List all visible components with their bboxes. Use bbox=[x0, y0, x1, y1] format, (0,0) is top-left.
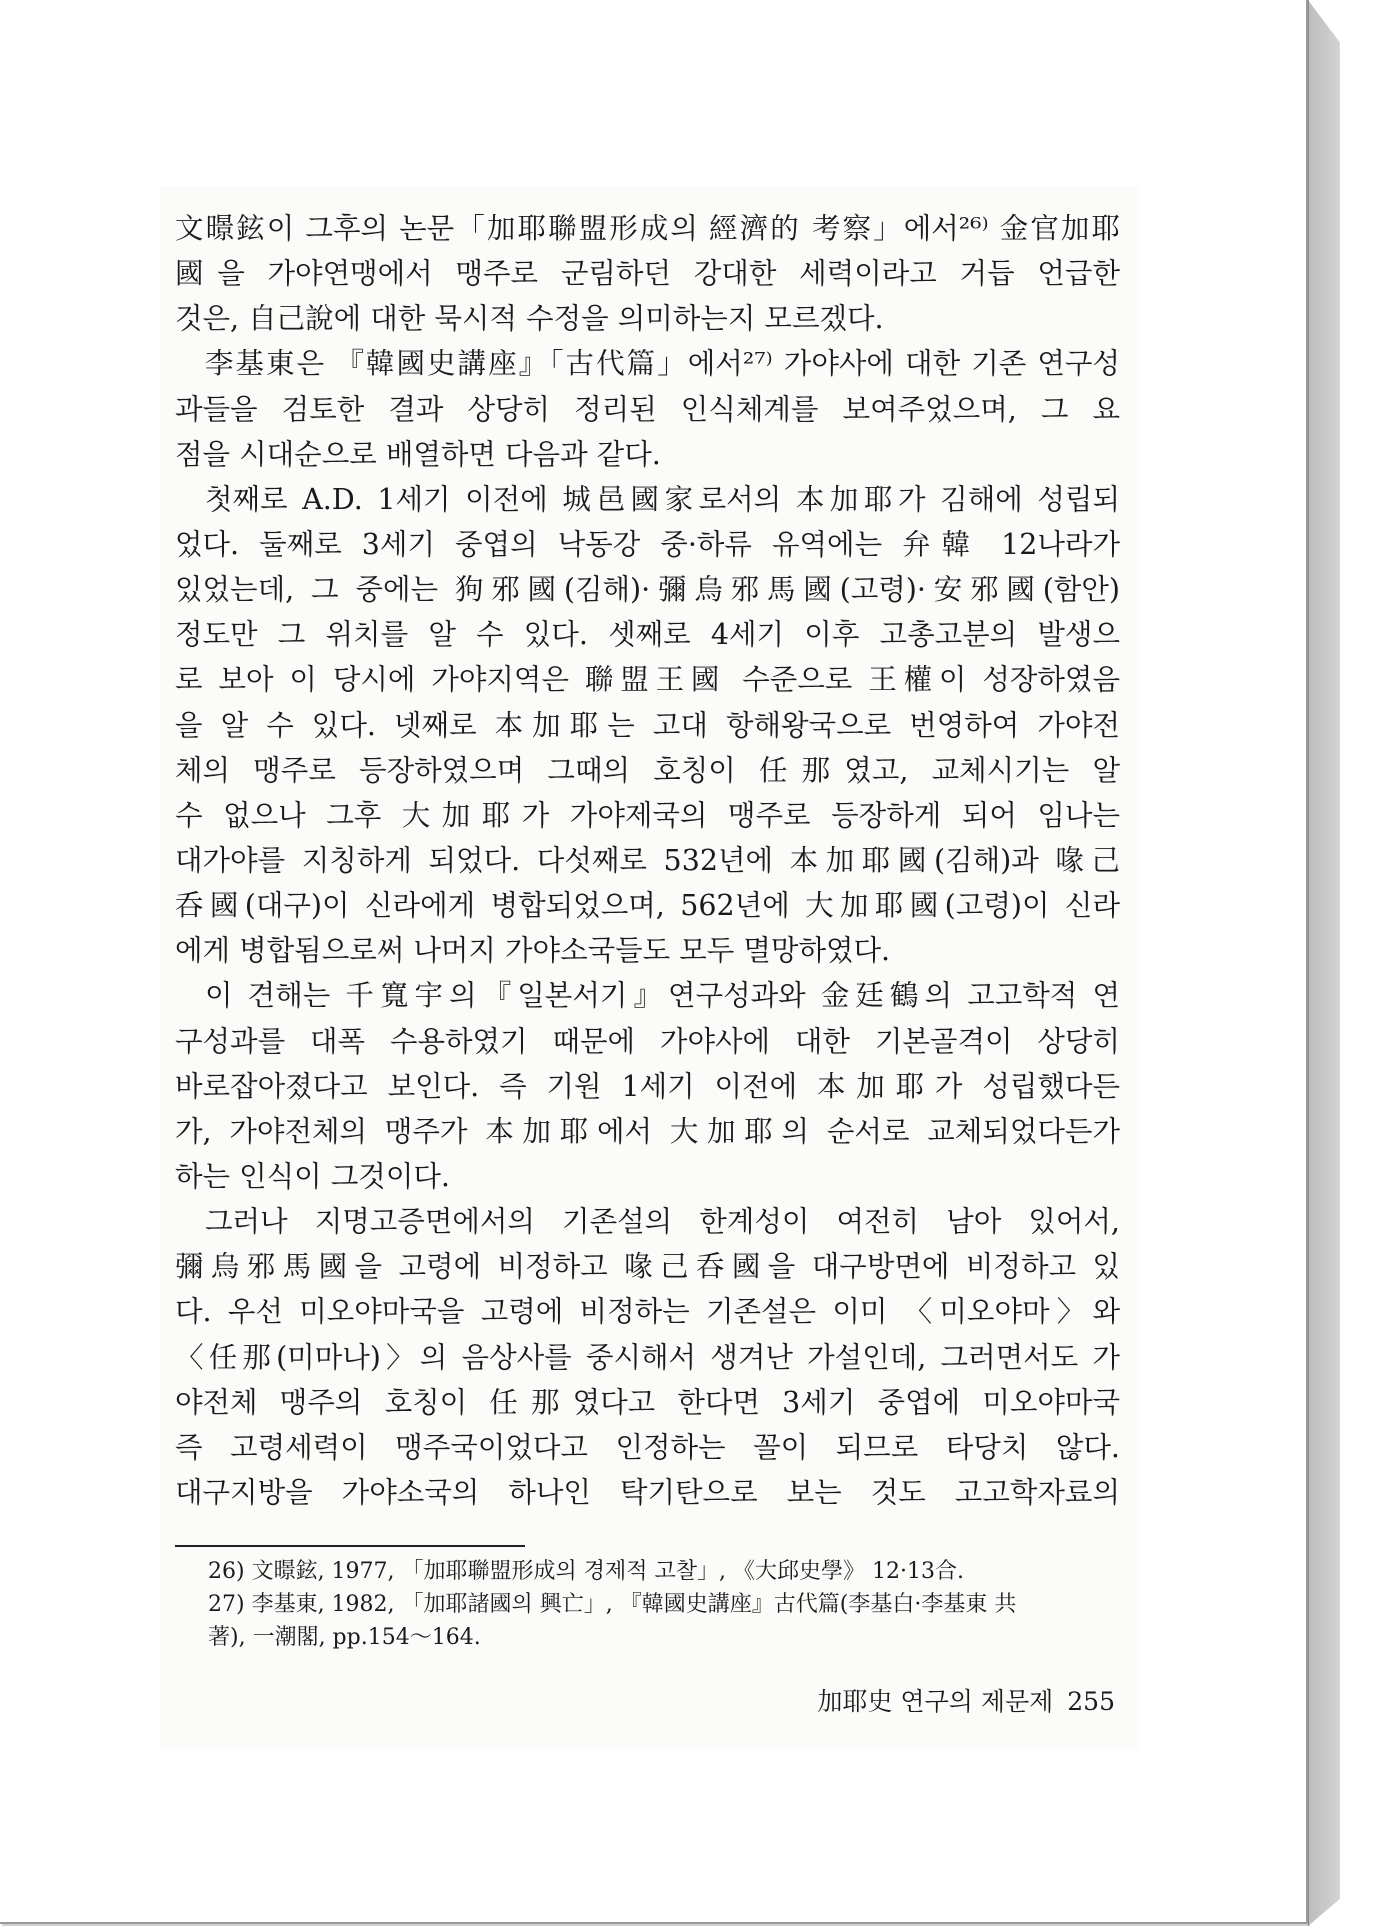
body-line: 정도만 그 위치를 알 수 있다. 셋째로 4세기 이후 고총고분의 발생으 bbox=[175, 618, 1120, 652]
body-line: 彌烏邪馬國을 고령에 비정하고 喙己呑國을 대구방면에 비정하고 있 bbox=[175, 1250, 1120, 1284]
body-line: 에게 병합됨으로써 나머지 가야소국들도 모두 멸망하였다. bbox=[175, 934, 891, 968]
body-line: 하는 인식이 그것이다. bbox=[175, 1159, 450, 1193]
body-line: 〈任那(미마나)〉의 음상사를 중시해서 생겨난 가설인데, 그러면서도 가 bbox=[175, 1340, 1120, 1374]
body-line: 國을 가야연맹에서 맹주로 군림하던 강대한 세력이라고 거듭 언급한 bbox=[175, 257, 1120, 291]
footnotes bbox=[208, 1555, 1116, 1654]
running-footer-title: 加耶史 연구의 제문제 bbox=[817, 1687, 1054, 1716]
page-number: 255 bbox=[1067, 1687, 1115, 1716]
body-line: 구성과를 대폭 수용하였기 때문에 가야사에 대한 기본골격이 상당히 bbox=[175, 1024, 1120, 1058]
body-line: 야전체 맹주의 호칭이 任那였다고 한다면 3세기 중엽에 미오야마국 bbox=[175, 1385, 1120, 1419]
body-line: 로 보아 이 당시에 가야지역은 聯盟王國 수준으로 王權이 성장하였음 bbox=[175, 663, 1120, 697]
body-line: 대구지방을 가야소국의 하나인 탁기탄으로 보는 것도 고고학자료의 bbox=[175, 1475, 1120, 1509]
running-footer bbox=[770, 1682, 1115, 1718]
body-line: 대가야를 지칭하게 되었다. 다섯째로 532년에 本加耶國(김해)과 喙己 bbox=[175, 843, 1120, 877]
body-line: 을 알 수 있다. 넷째로 本加耶는 고대 항해왕국으로 번영하여 가야전 bbox=[175, 708, 1120, 742]
body-text bbox=[175, 206, 1120, 1515]
body-line: 바로잡아졌다고 보인다. 즉 기원 1세기 이전에 本加耶가 성립했다든 bbox=[175, 1069, 1120, 1103]
body-line: 것은, 自己說에 대한 묵시적 수정을 의미하는지 모르겠다. bbox=[175, 302, 884, 336]
body-line: 다. 우선 미오야마국을 고령에 비정하는 기존설은 이미 〈미오야마〉와 bbox=[175, 1295, 1120, 1329]
body-line: 체의 맹주로 등장하였으며 그때의 호칭이 任那였고, 교체시기는 알 bbox=[175, 753, 1120, 787]
body-line: 李基東은 『韓國史講座』「古代篇」에서²⁷⁾ 가야사에 대한 기존 연구성 bbox=[205, 347, 1120, 381]
footnote-line: 27) 李基東, 1982, 「加耶諸國의 興亡」, 『韓國史講座』古代篇(李基白·李基東 共 bbox=[208, 1592, 1017, 1617]
footnote-line: 著), 一潮閣, pp.154～164. bbox=[208, 1625, 481, 1650]
page-edge-line bbox=[1308, 0, 1309, 1926]
body-line: 수 없으나 그후 大加耶가 가야제국의 맹주로 등장하게 되어 임나는 bbox=[175, 798, 1120, 832]
footnote-rule bbox=[175, 1545, 525, 1547]
body-line: 과들을 검토한 결과 상당히 정리된 인식체계를 보여주었으며, 그 요 bbox=[175, 392, 1120, 426]
body-line: 文暻鉉이 그후의 논문「加耶聯盟形成의 經濟的 考察」에서²⁶⁾ 金官加耶 bbox=[175, 212, 1120, 245]
body-line: 있었는데, 그 중에는 狗邪國(김해)·彌烏邪馬國(고령)·安邪國(함안) bbox=[175, 573, 1120, 607]
body-line: 呑國(대구)이 신라에게 병합되었으며, 562년에 大加耶國(고령)이 신라 bbox=[175, 889, 1120, 923]
body-line: 가, 가야전체의 맹주가 本加耶에서 大加耶의 순서로 교체되었다든가 bbox=[175, 1114, 1120, 1148]
body-line: 첫째로 A.D. 1세기 이전에 城邑國家로서의 本加耶가 김해에 성립되 bbox=[205, 482, 1120, 516]
body-line: 었다. 둘째로 3세기 중엽의 낙동강 중·하류 유역에는 弁韓 12나라가 bbox=[175, 527, 1120, 561]
body-line: 이 견해는 千寬宇의『일본서기』연구성과와 金廷鶴의 고고학적 연 bbox=[205, 979, 1120, 1013]
page-edge-shadow bbox=[1308, 0, 1399, 1926]
body-line: 점을 시대순으로 배열하면 다음과 같다. bbox=[175, 437, 661, 471]
body-line: 그러나 지명고증면에서의 기존설의 한계성이 여전히 남아 있어서, bbox=[205, 1205, 1120, 1239]
footnote-line: 26) 文暻鉉, 1977, 「加耶聯盟形成의 경제적 고찰」, 《大邱史學》 12·13合. bbox=[208, 1559, 964, 1584]
body-line: 즉 고령세력이 맹주국이었다고 인정하는 꼴이 되므로 타당치 않다. bbox=[175, 1430, 1120, 1464]
